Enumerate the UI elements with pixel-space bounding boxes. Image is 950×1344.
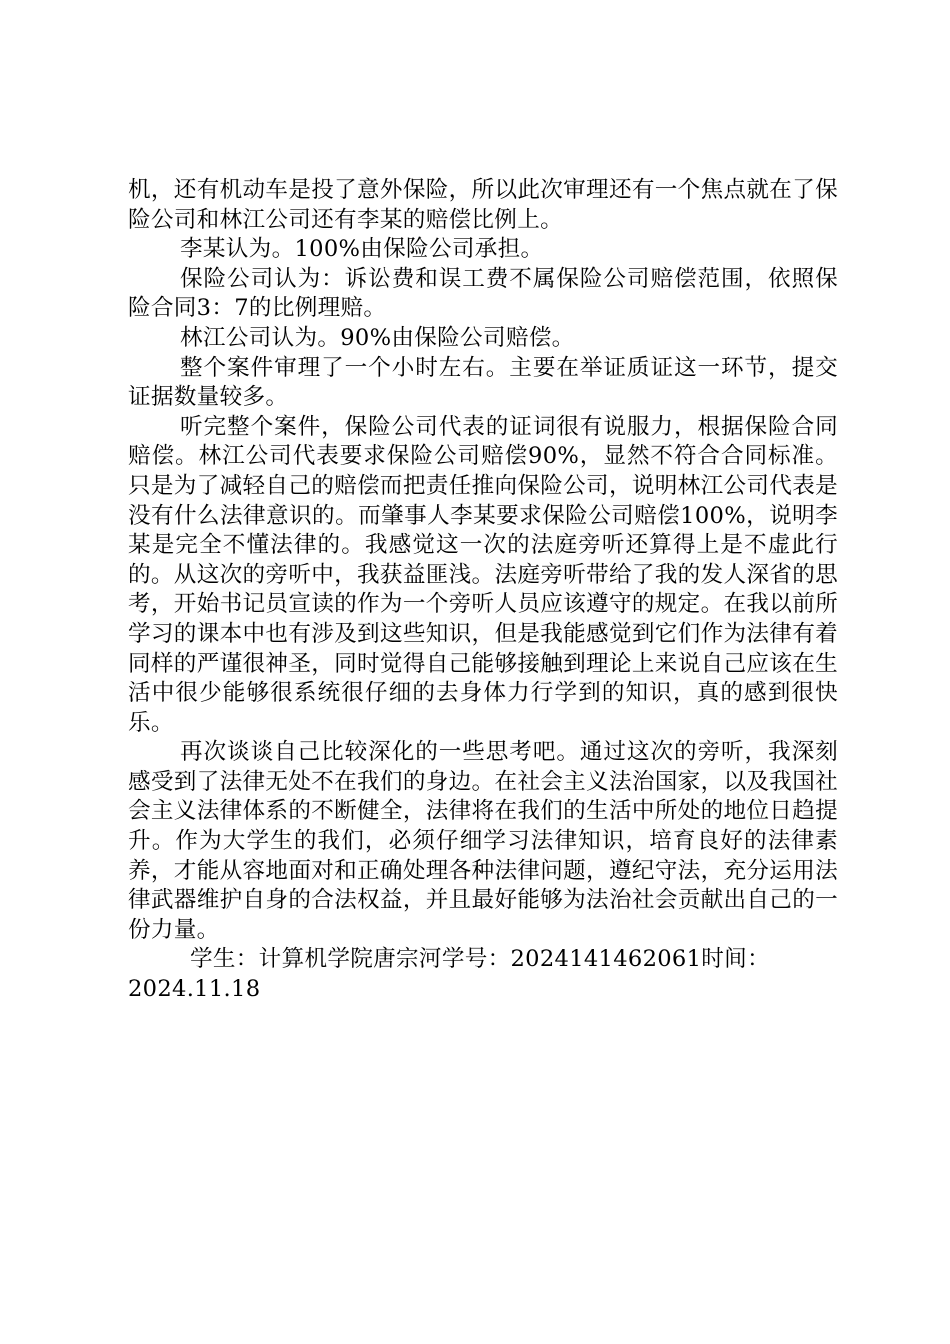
document-body <box>128 176 838 1005</box>
paragraph-4: 林江公司认为。90%由保险公司赔偿。 <box>180 324 575 351</box>
paragraph-7: 再次谈谈自己比较深化的一些思考吧。通过这次的旁听，我深刻感受到了法律无处不在我们的身边。在社会主义法治国家，以及我国社会主义法律体系的不断健全，法律将在我们的生活中所处的地位日趋提升。作为大学生的我们，必须仔细学习法律知识，培育良好的法律素养，才能从容地面对和正确处理各种法律问题，遵纪守法，充分运用法律武器维护自身的合法权益，并且最好能够为法治社会贡献出自己的一份力量。 <box>128 739 838 943</box>
signature-line: 学生：计算机学院唐宗河学号：2024141462061时间：2024.11.18 <box>128 946 770 1003</box>
paragraph-6: 听完整个案件，保险公司代表的证词很有说服力，根据保险合同赔偿。林江公司代表要求保险公司赔偿90%，显然不符合合同标准。只是为了减轻自己的赔偿而把责任推向保险公司，说明林江公司代表是没有什么法律意识的。而肇事人李某要求保险公司赔偿100%，说明李某是完全不懂法律的。我感觉这一次的法庭旁听还算得上是不虚此行的。从这次的旁听中，我获益匪浅。法庭旁听带给了我的发人深省的思考，开始书记员宣读的作为一个旁听人员应该遵守的规定。在我以前所学习的课本中也有涉及到这些知识，但是我能感觉到它们作为法律有着同样的严谨很神圣，同时觉得自己能够接触到理论上来说自己应该在生活中很少能够很系统很仔细的去身体力行学到的知识，真的感到很快乐。 <box>128 413 838 736</box>
paragraph-1: 机，还有机动车是投了意外保险，所以此次审理还有一个焦点就在了保险公司和林江公司还有李某的赔偿比例上。 <box>128 177 838 233</box>
paragraph-3: 保险公司认为：诉讼费和误工费不属保险公司赔偿范围，依照保险合同3：7的比例理赔。 <box>128 265 838 322</box>
paragraph-5: 整个案件审理了一个小时左右。主要在举证质证这一环节，提交证据数量较多。 <box>128 354 838 411</box>
paragraph-2: 李某认为。100%由保险公司承担。 <box>180 236 544 263</box>
